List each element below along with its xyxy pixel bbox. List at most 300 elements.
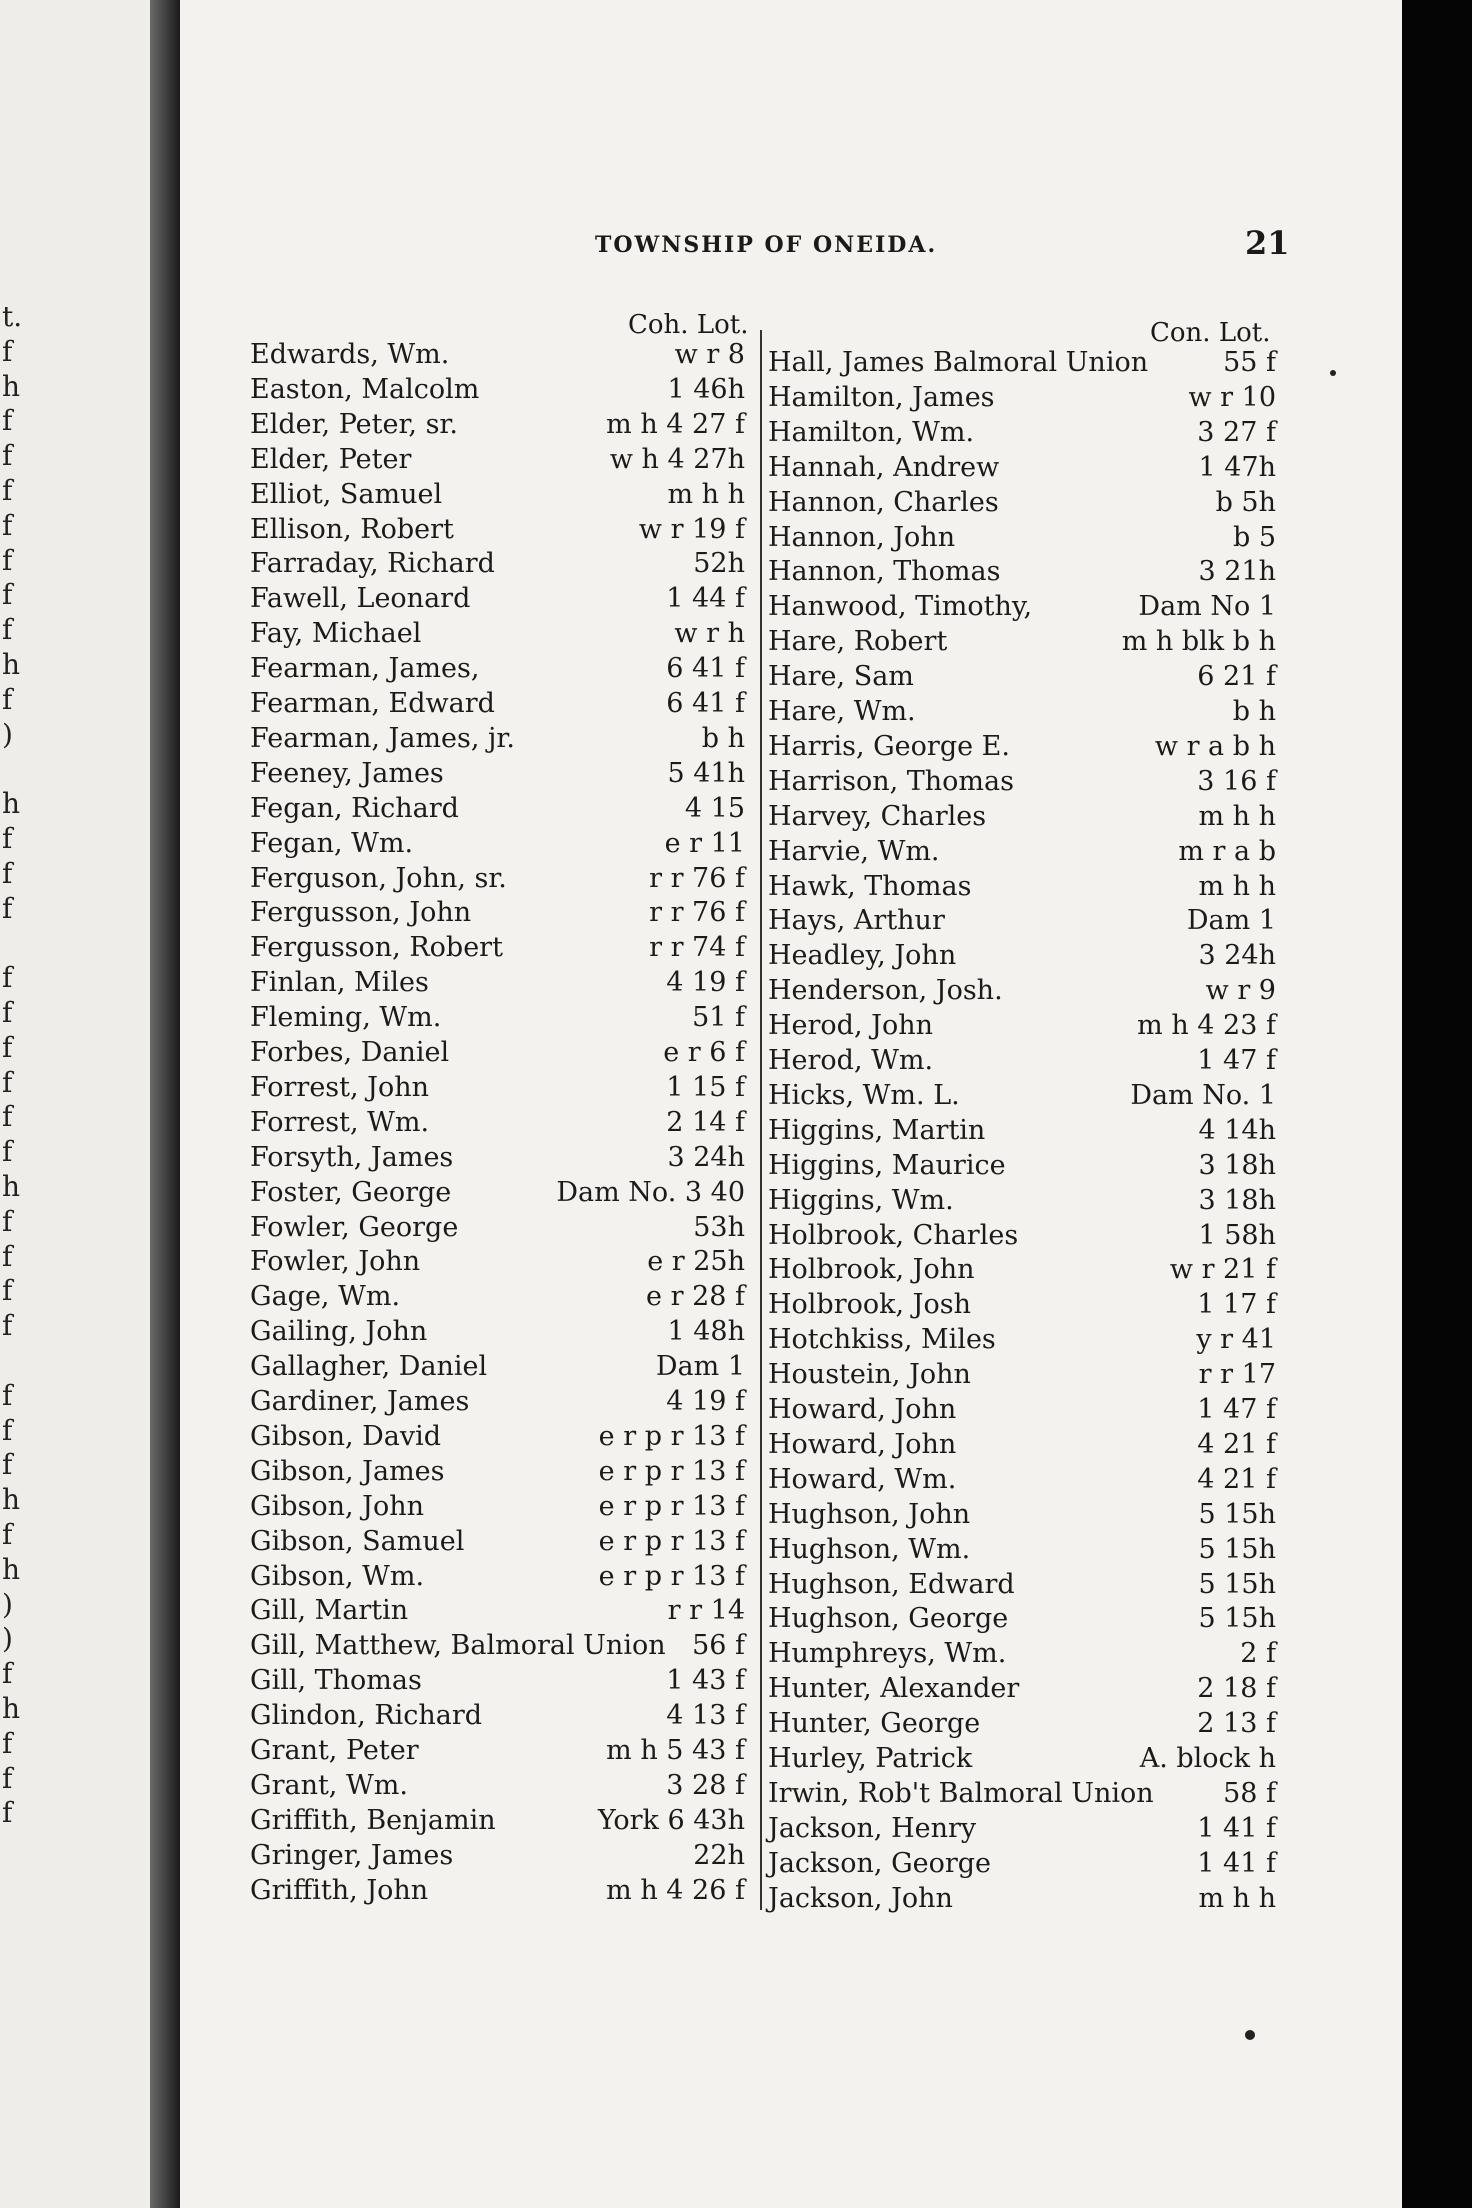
entry-concession-lot: 2 f <box>1240 1638 1276 1670</box>
strip-glyph: f <box>2 1657 13 1691</box>
entry-name: Higgins, Wm. <box>768 1184 954 1216</box>
directory-entry <box>768 624 1276 659</box>
entry-concession-lot: 1 41 f <box>1197 1847 1276 1879</box>
strip-glyph: ) <box>2 717 13 751</box>
directory-entry <box>768 1357 1276 1392</box>
directory-entry <box>768 554 1276 589</box>
entry-concession-lot: Dam No. 1 <box>1130 1079 1276 1111</box>
directory-entry <box>768 1462 1276 1497</box>
entry-name: Holbrook, Josh <box>768 1289 971 1321</box>
strip-glyph: f <box>2 1135 13 1169</box>
entry-name: Hurley, Patrick <box>768 1743 973 1774</box>
entry-name: Gage, Wm. <box>250 1281 401 1313</box>
strip-glyph: f <box>2 439 13 473</box>
directory-entry <box>768 1183 1276 1218</box>
directory-entry <box>250 895 745 930</box>
entry-name: Hannah, Andrew <box>768 451 1000 483</box>
entry-name: Fegan, Richard <box>250 792 459 824</box>
entry-concession-lot: 3 24h <box>1198 940 1276 972</box>
entry-concession-lot: 4 21 f <box>1197 1428 1276 1460</box>
entry-concession-lot: Dam 1 <box>1186 905 1276 937</box>
entry-name: Hunter, George <box>768 1708 981 1740</box>
entry-name: Fawell, Leonard <box>250 583 471 615</box>
directory-entry <box>768 1497 1276 1532</box>
entry-name: Edwards, Wm. <box>250 339 450 370</box>
entry-concession-lot: 3 27 f <box>1197 416 1276 448</box>
entry-concession-lot: w r a b h <box>1154 730 1276 762</box>
strip-glyph: f <box>2 1448 13 1482</box>
directory-entry <box>768 799 1276 834</box>
entry-name: Gibson, James <box>250 1455 445 1487</box>
left-column-header: Coh. Lot. <box>628 310 749 340</box>
entry-name: Foster, George <box>250 1176 452 1208</box>
directory-entry <box>250 651 745 686</box>
directory-entry <box>250 721 745 756</box>
entry-name: Easton, Malcolm <box>250 373 480 405</box>
page-title: TOWNSHIP OF ONEIDA. <box>595 232 938 258</box>
entry-concession-lot: m h h <box>1198 1882 1276 1914</box>
entry-concession-lot: 1 48h <box>667 1316 745 1348</box>
directory-entry <box>250 581 745 616</box>
entry-name: Forsyth, James <box>250 1141 454 1173</box>
strip-glyph: f <box>2 1239 13 1273</box>
directory-entry <box>768 450 1276 485</box>
directory-entry <box>768 973 1276 1008</box>
directory-entry <box>250 1698 745 1733</box>
entry-concession-lot: w r 21 f <box>1169 1254 1276 1286</box>
strip-glyph: f <box>2 1726 13 1760</box>
entry-name: Higgins, Maurice <box>768 1149 1006 1181</box>
entry-name: Gibson, Samuel <box>250 1525 465 1557</box>
directory-entry <box>250 756 745 791</box>
entry-concession-lot: 4 19 f <box>666 967 745 999</box>
entry-name: Griffith, John <box>250 1874 429 1906</box>
entry-concession-lot: 1 44 f <box>666 583 745 615</box>
entry-name: Howard, John <box>768 1428 957 1460</box>
entry-concession-lot: 1 43 f <box>666 1665 745 1697</box>
entry-name: Fergusson, Robert <box>250 932 503 964</box>
entry-name: Hotchkiss, Miles <box>768 1324 996 1356</box>
entry-name: Gibson, John <box>250 1490 425 1522</box>
directory-entry <box>768 834 1276 869</box>
directory-entry <box>768 938 1276 973</box>
directory-entry <box>768 903 1276 938</box>
entry-concession-lot: 5 15h <box>1198 1533 1276 1565</box>
entry-name: Hamilton, Wm. <box>768 416 975 448</box>
entry-name: Elliot, Samuel <box>250 478 443 510</box>
entry-name: Irwin, Rob't Balmoral Union <box>768 1777 1154 1809</box>
entry-name: Grant, Wm. <box>250 1769 408 1801</box>
entry-concession-lot: York 6 43h <box>597 1804 745 1836</box>
entry-name: Headley, John <box>768 940 957 972</box>
entry-name: Hunter, Alexander <box>768 1673 1020 1705</box>
entry-name: Fearman, James, <box>250 653 480 685</box>
entry-name: Harrison, Thomas <box>768 765 1014 797</box>
directory-entry <box>768 1671 1276 1706</box>
entry-name: Fay, Michael <box>250 618 422 650</box>
entry-name: Howard, John <box>768 1394 957 1425</box>
strip-glyph: h <box>2 1552 21 1586</box>
directory-entry <box>768 415 1276 450</box>
directory-entry <box>768 1427 1276 1462</box>
entry-concession-lot: 3 16 f <box>1197 765 1276 797</box>
entry-concession-lot: 3 18h <box>1198 1149 1276 1181</box>
strip-glyph: f <box>2 1378 13 1412</box>
entry-name: Hughson, Edward <box>768 1568 1015 1600</box>
entry-name: Hall, James Balmoral Union <box>768 347 1149 378</box>
directory-entry <box>250 1175 745 1210</box>
entry-concession-lot: m h h <box>667 478 745 510</box>
entry-name: Harris, George E. <box>768 730 1010 762</box>
entry-concession-lot: Dam No. 3 40 <box>556 1176 745 1208</box>
directory-entry <box>768 1567 1276 1602</box>
directory-entry <box>250 930 745 965</box>
directory-entry <box>768 485 1276 520</box>
directory-entry <box>768 869 1276 904</box>
strip-glyph: f <box>2 334 13 368</box>
entry-concession-lot: e r p r 13 f <box>598 1420 745 1452</box>
strip-glyph: ) <box>2 1587 13 1621</box>
entry-concession-lot: 2 14 f <box>666 1106 745 1138</box>
directory-entry <box>768 1811 1276 1846</box>
entry-name: Jackson, John <box>768 1882 953 1914</box>
strip-glyph: f <box>2 543 13 577</box>
entry-name: Hannon, Charles <box>768 486 999 518</box>
directory-entry <box>768 1113 1276 1148</box>
directory-entry <box>250 1559 745 1594</box>
entry-name: Jackson, George <box>768 1847 992 1879</box>
directory-entry <box>250 1419 745 1454</box>
entry-concession-lot: 6 41 f <box>666 688 745 719</box>
directory-entry <box>768 1636 1276 1671</box>
directory-entry <box>768 1078 1276 1113</box>
directory-entry <box>768 345 1276 380</box>
directory-entry <box>768 1601 1276 1636</box>
entry-name: Farraday, Richard <box>250 548 495 580</box>
entry-name: Fergusson, John <box>250 897 472 929</box>
entry-concession-lot: 1 41 f <box>1197 1812 1276 1844</box>
entry-name: Gill, Matthew, Balmoral Union <box>250 1630 666 1662</box>
entry-concession-lot: 1 46h <box>667 373 745 405</box>
entry-concession-lot: 1 17 f <box>1197 1289 1276 1321</box>
entry-name: Hawk, Thomas <box>768 870 972 902</box>
entry-concession-lot: 3 21h <box>1198 556 1276 588</box>
directory-entry <box>250 965 745 1000</box>
entry-name: Elder, Peter <box>250 443 412 475</box>
entry-concession-lot: 58 f <box>1223 1777 1276 1809</box>
directory-entry <box>250 1593 745 1628</box>
directory-entry <box>768 659 1276 694</box>
entry-name: Feeney, James <box>250 757 444 789</box>
directory-entry <box>250 686 745 721</box>
entry-name: Forrest, Wm. <box>250 1106 430 1138</box>
directory-entry <box>250 1873 745 1908</box>
entry-name: Hamilton, James <box>768 381 995 413</box>
entry-concession-lot: w r 9 <box>1205 975 1276 1007</box>
directory-entry <box>250 1803 745 1838</box>
entry-name: Hughson, John <box>768 1498 971 1530</box>
directory-entry <box>768 1008 1276 1043</box>
entry-concession-lot: b h <box>701 722 745 754</box>
strip-glyph: f <box>2 682 13 716</box>
directory-entry <box>250 1349 745 1384</box>
directory-entry <box>250 337 745 372</box>
entry-concession-lot: 5 15h <box>1198 1603 1276 1635</box>
entry-name: Ellison, Robert <box>250 513 454 545</box>
entry-concession-lot: 1 47h <box>1198 451 1276 483</box>
entry-name: Gill, Martin <box>250 1595 409 1627</box>
strip-glyph: f <box>2 1100 13 1134</box>
strip-glyph: f <box>2 1204 13 1238</box>
strip-glyph: f <box>2 1413 13 1447</box>
entry-name: Hare, Robert <box>768 626 948 658</box>
directory-entry <box>250 1663 745 1698</box>
directory-entry <box>250 1384 745 1419</box>
strip-glyph: h <box>2 1692 21 1725</box>
entry-concession-lot: r r 76 f <box>649 897 745 929</box>
strip-glyph: f <box>2 613 13 647</box>
directory-entry <box>250 1140 745 1175</box>
entry-concession-lot: 51 f <box>692 1002 745 1034</box>
entry-name: Fowler, John <box>250 1246 421 1278</box>
strip-glyph: f <box>2 404 13 438</box>
directory-entry <box>768 1252 1276 1287</box>
entry-name: Gill, Thomas <box>250 1665 422 1697</box>
directory-entry <box>768 1392 1276 1427</box>
entry-name: Howard, Wm. <box>768 1463 957 1495</box>
directory-entry <box>768 380 1276 415</box>
entry-concession-lot: m h h <box>1198 800 1276 832</box>
entry-concession-lot: Dam No 1 <box>1138 591 1276 623</box>
entry-concession-lot: r r 14 <box>667 1595 745 1627</box>
entry-concession-lot: r r 76 f <box>649 862 745 894</box>
entry-name: Hughson, Wm. <box>768 1533 971 1565</box>
speck <box>1245 2030 1255 2040</box>
speck <box>1330 370 1336 376</box>
column-divider <box>760 330 762 1910</box>
strip-glyph: h <box>2 1483 21 1517</box>
entry-name: Harvey, Charles <box>768 800 987 832</box>
entry-name: Grant, Peter <box>250 1735 419 1766</box>
entry-concession-lot: w r 19 f <box>638 513 745 545</box>
entry-name: Ferguson, John, sr. <box>250 862 507 894</box>
entry-name: Herod, Wm. <box>768 1045 934 1076</box>
entry-concession-lot: m h 4 27 f <box>606 408 745 440</box>
adjacent-page-strip <box>0 0 150 2208</box>
strip-glyph: ) <box>2 1622 13 1656</box>
entry-name: Fowler, George <box>250 1211 459 1243</box>
entry-concession-lot: e r p r 13 f <box>598 1455 745 1487</box>
entry-name: Hanwood, Timothy, <box>768 591 1033 623</box>
entry-name: Holbrook, Charles <box>768 1219 1019 1251</box>
directory-entry <box>250 1628 745 1663</box>
directory-entry <box>768 1532 1276 1567</box>
entry-concession-lot: 55 f <box>1223 347 1276 378</box>
entry-name: Fleming, Wm. <box>250 1002 442 1034</box>
entry-concession-lot: m r a b <box>1178 835 1276 867</box>
strip-glyph: f <box>2 508 13 542</box>
entry-concession-lot: 2 18 f <box>1197 1673 1276 1705</box>
directory-entry <box>768 1043 1276 1078</box>
entry-concession-lot: 5 15h <box>1198 1568 1276 1600</box>
entry-name: Holbrook, John <box>768 1254 975 1286</box>
entry-name: Gringer, James <box>250 1839 454 1871</box>
strip-glyph: h <box>2 787 21 821</box>
directory-entry <box>250 372 745 407</box>
strip-glyph: f <box>2 1518 13 1551</box>
directory-entry <box>768 589 1276 624</box>
strip-glyph: f <box>2 1796 13 1830</box>
strip-glyph: f <box>2 1030 13 1064</box>
directory-entry <box>250 1244 745 1279</box>
entry-name: Hare, Sam <box>768 661 914 693</box>
directory-entry <box>250 1210 745 1245</box>
entry-name: Forbes, Daniel <box>250 1037 450 1068</box>
strip-glyph: f <box>2 856 13 890</box>
entry-concession-lot: 52h <box>693 548 745 580</box>
strip-glyph: h <box>2 1170 21 1203</box>
directory-entry <box>250 1279 745 1314</box>
entry-name: Gibson, Wm. <box>250 1560 425 1592</box>
entry-name: Fearman, Edward <box>250 688 495 719</box>
entry-name: Hannon, John <box>768 521 956 553</box>
directory-entry <box>250 1768 745 1803</box>
entry-name: Hays, Arthur <box>768 905 945 937</box>
entry-concession-lot: m h 5 43 f <box>606 1735 745 1766</box>
page-right-edge <box>1402 0 1472 2208</box>
directory-entry <box>250 1489 745 1524</box>
entry-concession-lot: 3 18h <box>1198 1184 1276 1216</box>
entry-concession-lot: e r 11 <box>664 827 745 859</box>
directory-entry <box>768 1706 1276 1741</box>
directory-entry <box>768 729 1276 764</box>
directory-entry <box>768 1776 1276 1811</box>
entry-concession-lot: y r 41 <box>1196 1324 1276 1356</box>
entry-name: Hannon, Thomas <box>768 556 1001 588</box>
entry-name: Gibson, David <box>250 1420 442 1452</box>
strip-glyph: h <box>2 369 21 403</box>
directory-entry <box>768 764 1276 799</box>
entry-concession-lot: Dam 1 <box>655 1351 745 1383</box>
entry-name: Gallagher, Daniel <box>250 1351 488 1383</box>
directory-entry <box>250 791 745 826</box>
directory-entry <box>250 1314 745 1349</box>
entry-concession-lot: 6 41 f <box>666 653 745 685</box>
entry-concession-lot: m h blk b h <box>1121 626 1276 658</box>
entry-concession-lot: 5 15h <box>1198 1498 1276 1530</box>
entry-concession-lot: b h <box>1232 696 1276 727</box>
entry-concession-lot: 6 21 f <box>1197 661 1276 693</box>
entry-concession-lot: w r 10 <box>1188 381 1276 413</box>
directory-entry <box>250 1733 745 1768</box>
entry-concession-lot: A. block h <box>1139 1743 1276 1774</box>
entry-concession-lot: 4 19 f <box>666 1386 745 1417</box>
directory-entry <box>250 1035 745 1070</box>
entry-concession-lot: r r 74 f <box>649 932 745 964</box>
entry-concession-lot: m h 4 23 f <box>1137 1010 1276 1042</box>
entry-concession-lot: 56 f <box>692 1630 745 1662</box>
entry-concession-lot: 2 13 f <box>1197 1708 1276 1740</box>
strip-glyph: f <box>2 1761 13 1795</box>
directory-entry <box>250 1105 745 1140</box>
right-column-header: Con. Lot. <box>1150 318 1271 348</box>
entry-concession-lot: r r 17 <box>1198 1359 1276 1391</box>
directory-entry <box>768 520 1276 555</box>
directory-entry <box>250 1524 745 1559</box>
entry-name: Humphreys, Wm. <box>768 1638 1007 1670</box>
entry-concession-lot: e r p r 13 f <box>598 1560 745 1592</box>
directory-entry <box>250 1454 745 1489</box>
strip-glyph: f <box>2 474 13 507</box>
entry-concession-lot: e r 6 f <box>663 1037 745 1068</box>
directory-entry <box>250 616 745 651</box>
directory-entry <box>768 1218 1276 1253</box>
entry-name: Hicks, Wm. L. <box>768 1079 960 1111</box>
entry-name: Forrest, John <box>250 1071 430 1103</box>
directory-entry <box>768 1846 1276 1881</box>
entry-concession-lot: 22h <box>693 1839 745 1871</box>
entry-concession-lot: 53h <box>693 1211 745 1243</box>
entry-name: Herod, John <box>768 1010 933 1042</box>
directory-entry <box>250 826 745 861</box>
entry-concession-lot: m h h <box>1198 870 1276 902</box>
entry-concession-lot: e r p r 13 f <box>598 1490 745 1522</box>
entry-concession-lot: 1 58h <box>1198 1219 1276 1251</box>
strip-glyph: f <box>2 891 13 925</box>
directory-entry <box>768 1741 1276 1776</box>
directory-entry <box>250 1838 745 1873</box>
entry-concession-lot: w h 4 27h <box>609 443 745 475</box>
strip-glyph: f <box>2 996 13 1029</box>
directory-entry <box>250 512 745 547</box>
entry-name: Griffith, Benjamin <box>250 1804 496 1836</box>
strip-glyph: f <box>2 578 13 612</box>
strip-glyph: f <box>2 961 13 995</box>
entry-name: Hare, Wm. <box>768 696 916 727</box>
entry-name: Higgins, Martin <box>768 1114 986 1146</box>
directory-entry <box>250 477 745 512</box>
directory-entry <box>250 1000 745 1035</box>
entry-concession-lot: 5 41h <box>667 757 745 789</box>
strip-glyph: f <box>2 1274 13 1308</box>
entry-name: Elder, Peter, sr. <box>250 408 458 440</box>
entry-name: Houstein, John <box>768 1359 971 1391</box>
entry-concession-lot: 4 13 f <box>666 1700 745 1732</box>
strip-glyph: f <box>2 1309 13 1343</box>
page-gutter-shadow <box>150 0 180 2208</box>
entry-concession-lot: 4 15 <box>684 792 745 824</box>
directory-entry <box>250 1070 745 1105</box>
entry-name: Henderson, Josh. <box>768 975 1003 1007</box>
entry-name: Fearman, James, jr. <box>250 722 515 754</box>
strip-glyph: t. <box>2 300 23 333</box>
entry-name: Glindon, Richard <box>250 1700 483 1732</box>
directory-entry <box>768 1881 1276 1916</box>
entry-name: Gailing, John <box>250 1316 428 1348</box>
directory-entry <box>768 1148 1276 1183</box>
page-number: 21 <box>1245 224 1290 262</box>
entry-concession-lot: e r 28 f <box>646 1281 745 1313</box>
entry-name: Jackson, Henry <box>768 1812 977 1844</box>
entry-concession-lot: m h 4 26 f <box>606 1874 745 1906</box>
directory-entry <box>250 407 745 442</box>
entry-name: Gardiner, James <box>250 1386 470 1417</box>
directory-entry <box>768 1322 1276 1357</box>
entry-concession-lot: 1 15 f <box>666 1071 745 1103</box>
entry-concession-lot: e r p r 13 f <box>598 1525 745 1557</box>
strip-glyph: f <box>2 822 13 855</box>
entry-concession-lot: e r 25h <box>647 1246 745 1278</box>
